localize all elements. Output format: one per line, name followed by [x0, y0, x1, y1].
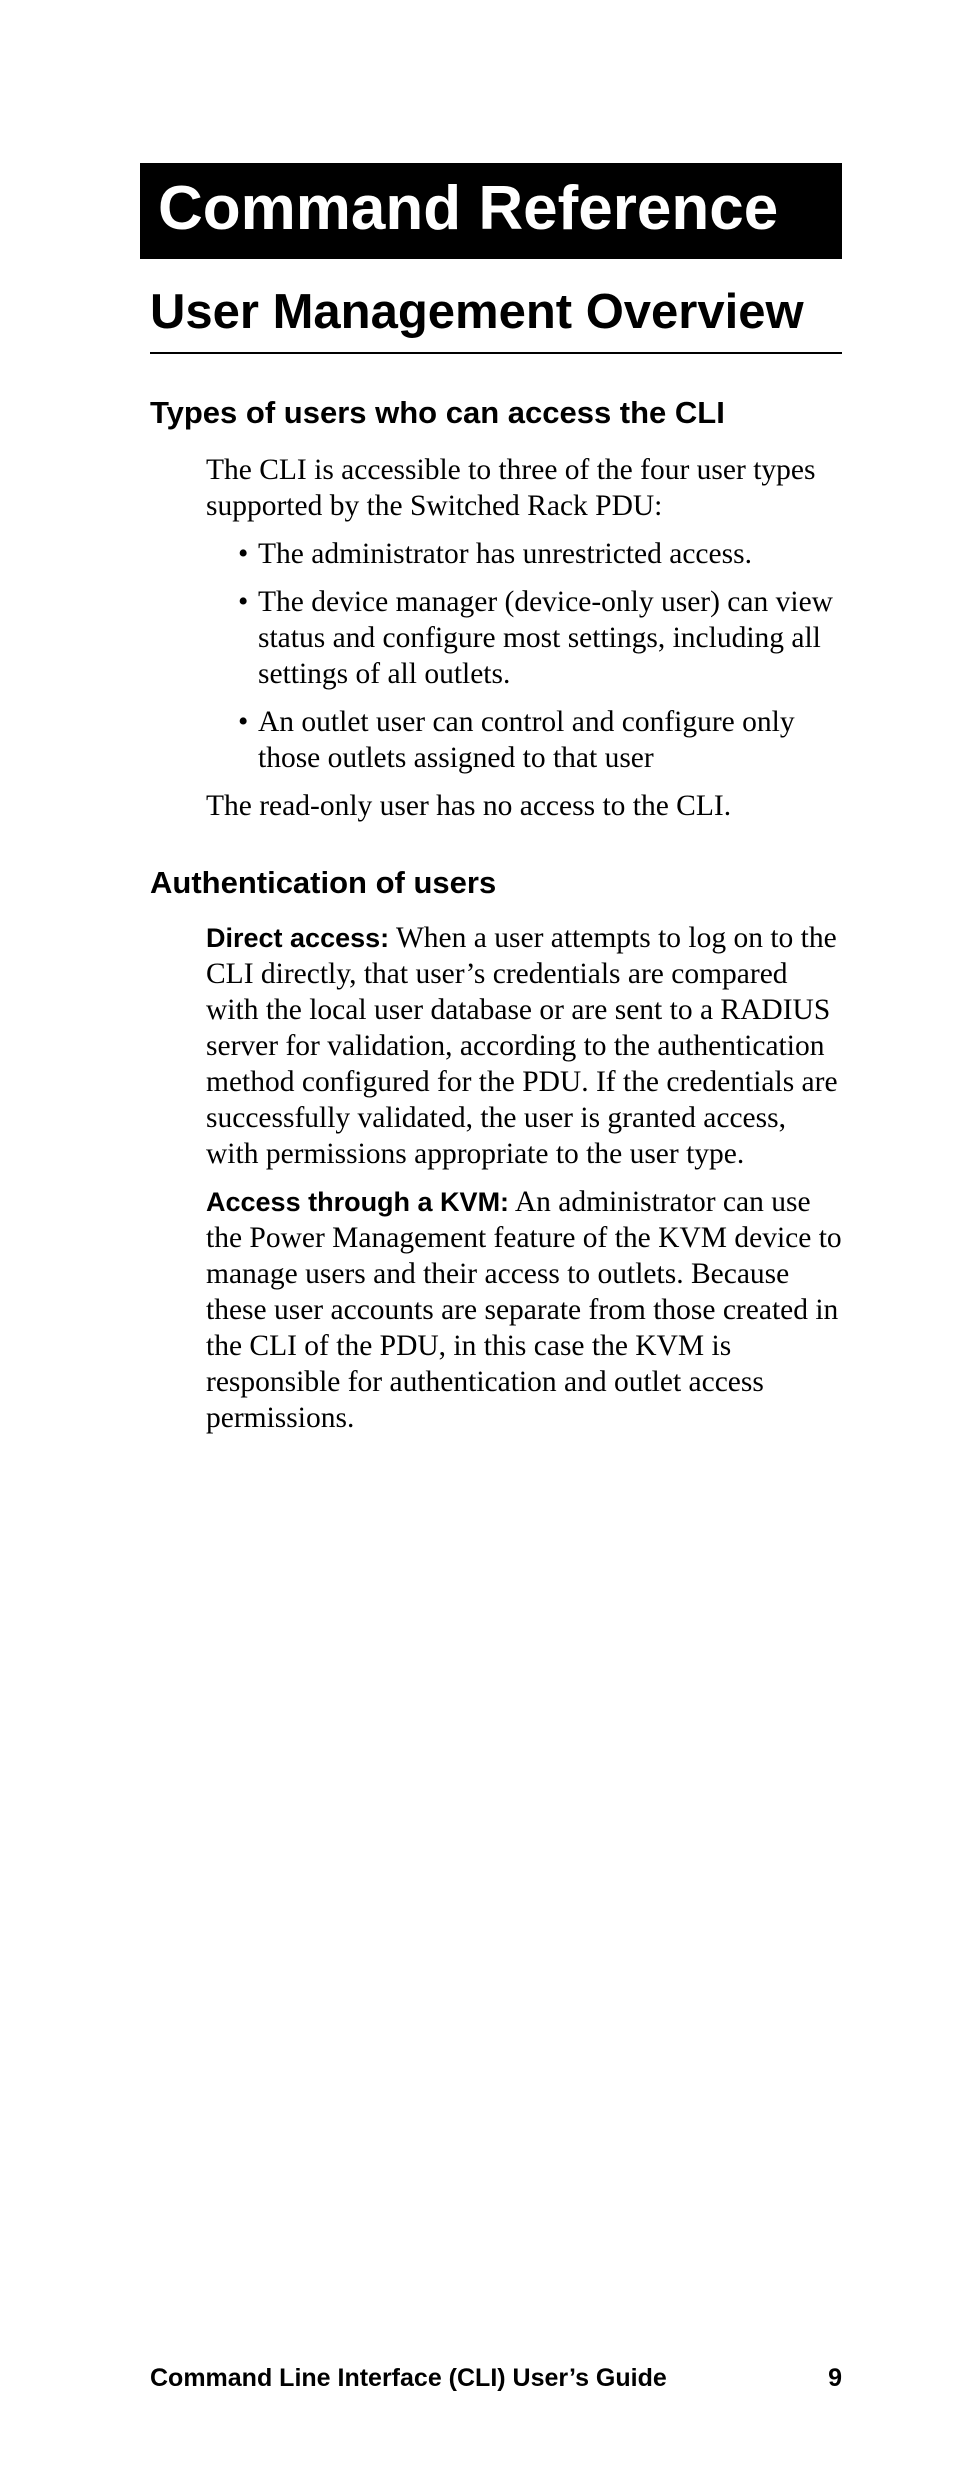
kvm-access-text: An administrator can use the Power Management feature of the KVM device to manage users and their access to outlets. Because these user accounts are separate from those created in the CLI of the PDU, in this case the KVM is responsible for authentication and outlet access permissions. [206, 1186, 842, 1434]
page-number: 9 [828, 2364, 842, 2392]
bullet-icon: • [238, 586, 249, 618]
direct-access-paragraph [206, 920, 842, 1172]
list-item [206, 536, 842, 572]
types-intro-paragraph: The CLI is accessible to three of the four user types supported by the Switched Rack PDU: [206, 454, 816, 522]
list-item [206, 584, 842, 692]
bullet-icon: • [238, 706, 249, 738]
footer-guide-title: Command Line Interface (CLI) User’s Guide [150, 2364, 667, 2392]
section-divider [150, 352, 842, 354]
types-of-users-body [206, 452, 842, 836]
read-only-note: The read-only user has no access to the CLI. [206, 790, 732, 822]
list-item [206, 704, 842, 776]
direct-access-text: When a user attempts to log on to the CLI directly, that user’s credentials are compared with the local user database or are sent to a RADIUS server for validation, according to the authentication method configured for the PDU. If the credentials are successfully validated, the user is granted access, with permissions appropriate to the user type. [206, 922, 838, 1170]
section-title: User Management Overview [150, 285, 804, 339]
authentication-body [206, 920, 842, 1448]
list-item-text: The device manager (device-only user) can view status and configure most settings, including all settings of all outlets. [258, 586, 833, 690]
types-of-users-heading: Types of users who can access the CLI [150, 395, 725, 430]
kvm-access-paragraph [206, 1184, 842, 1436]
list-item-text: The administrator has unrestricted access. [258, 538, 752, 570]
authentication-heading: Authentication of users [150, 865, 497, 900]
kvm-access-label: Access through a KVM: [206, 1187, 510, 1217]
bullet-icon: • [238, 538, 249, 570]
chapter-title: Command Reference [158, 174, 779, 243]
list-item-text: An outlet user can control and configure only those outlets assigned to that user [258, 706, 795, 774]
direct-access-label: Direct access: [206, 923, 390, 953]
chapter-banner [140, 163, 842, 259]
user-types-list [206, 536, 842, 776]
